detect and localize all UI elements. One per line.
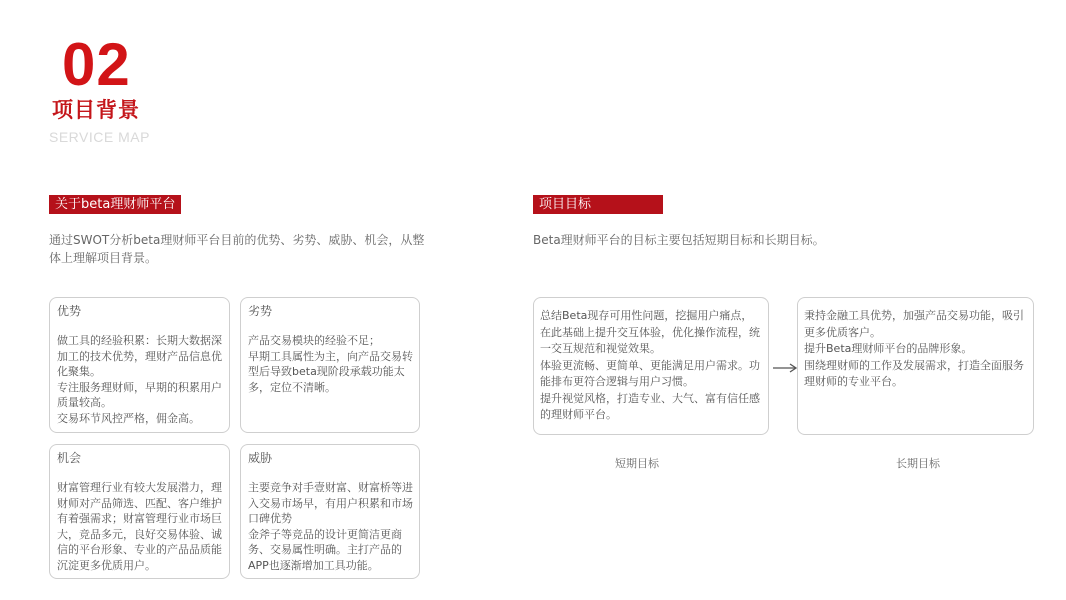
short-term-caption: 短期目标 bbox=[615, 457, 659, 470]
goal-line: 提升视觉风格，打造专业、大气、富有信任感的理财师平台。 bbox=[540, 391, 760, 421]
long-term-goal-body bbox=[804, 308, 1027, 391]
card-line: 金斧子等竞品的设计更简洁更商务、交易属性明确。主打产品的APP也逐渐增加工具功能。 bbox=[248, 527, 402, 572]
section-subtitle: SERVICE MAP bbox=[49, 129, 150, 145]
card-title-strengths: 优势 bbox=[57, 304, 82, 318]
card-line: 产品交易模块的经验不足； bbox=[248, 334, 380, 347]
goal-intro-text: Beta理财师平台的目标主要包括短期目标和长期目标。 bbox=[533, 233, 825, 247]
short-term-goal-body bbox=[540, 308, 762, 424]
section-title: 项目背景 bbox=[52, 98, 140, 122]
card-title-threats: 威胁 bbox=[248, 451, 273, 465]
long-term-goal-card bbox=[797, 297, 1034, 435]
section-number: 02 bbox=[62, 31, 131, 98]
card-line: 专注服务理财师，早期的积累用户质量较高。 bbox=[57, 380, 222, 409]
swot-card-opportunities bbox=[49, 444, 230, 579]
swot-card-threats bbox=[240, 444, 420, 579]
card-line: 主要竞争对手壹财富、财富桥等进入交易市场早，有用户积累和市场口碑优势 bbox=[248, 481, 413, 525]
goal-line: 围绕理财师的工作及发展需求，打造全面服务理财师的专业平台。 bbox=[804, 358, 1024, 388]
goal-line: 体验更流畅、更简单、更能满足用户需求。功能排布更符合逻辑与用户习惯。 bbox=[540, 358, 760, 388]
card-line: 早期工具属性为主，向产品交易转型后导致beta现阶段承载功能太多，定位不清晰。 bbox=[248, 349, 413, 394]
about-intro-text: 通过SWOT分析beta理财师平台目前的优势、劣势、威胁、机会，从整体上理解项目背景。 bbox=[49, 233, 425, 265]
swot-card-weaknesses bbox=[240, 297, 420, 433]
swot-card-strengths bbox=[49, 297, 230, 433]
card-line: 财富管理行业有较大发展潜力，理财师对产品筛选、匹配、客户维护有着强需求；财富管理行业市场巨大，竞品多元，良好交易体验、诚信的平台形象、专业的产品品质能沉淀更多优质用户。 bbox=[57, 481, 222, 572]
card-body-threats bbox=[248, 480, 413, 573]
card-body-strengths bbox=[57, 333, 223, 426]
short-term-goal-card bbox=[533, 297, 769, 435]
card-line: 做工具的经验积累：长期大数据深加工的技术优势，理财产品信息优化聚集。 bbox=[57, 334, 222, 378]
goal-line: 总结Beta现存可用性问题，挖掘用户痛点，在此基础上提升交互体验，优化操作流程，统一交互规范和视觉效果。 bbox=[540, 309, 760, 355]
card-body-weaknesses bbox=[248, 333, 413, 395]
card-line: 交易环节风控严格，佣金高。 bbox=[57, 411, 200, 425]
long-term-caption: 长期目标 bbox=[896, 457, 940, 470]
project-goal-tag: 项目目标 bbox=[533, 195, 663, 214]
card-body-opportunities bbox=[57, 480, 223, 573]
goal-line: 提升Beta理财师平台的品牌形象。 bbox=[804, 342, 973, 355]
about-platform-tag: 关于beta理财师平台 bbox=[49, 195, 181, 214]
card-title-opportunities: 机会 bbox=[57, 451, 82, 465]
goal-line: 秉持金融工具优势，加强产品交易功能，吸引更多优质客户。 bbox=[804, 309, 1024, 339]
arrow-right-icon bbox=[773, 360, 799, 376]
card-title-weaknesses: 劣势 bbox=[248, 304, 273, 318]
